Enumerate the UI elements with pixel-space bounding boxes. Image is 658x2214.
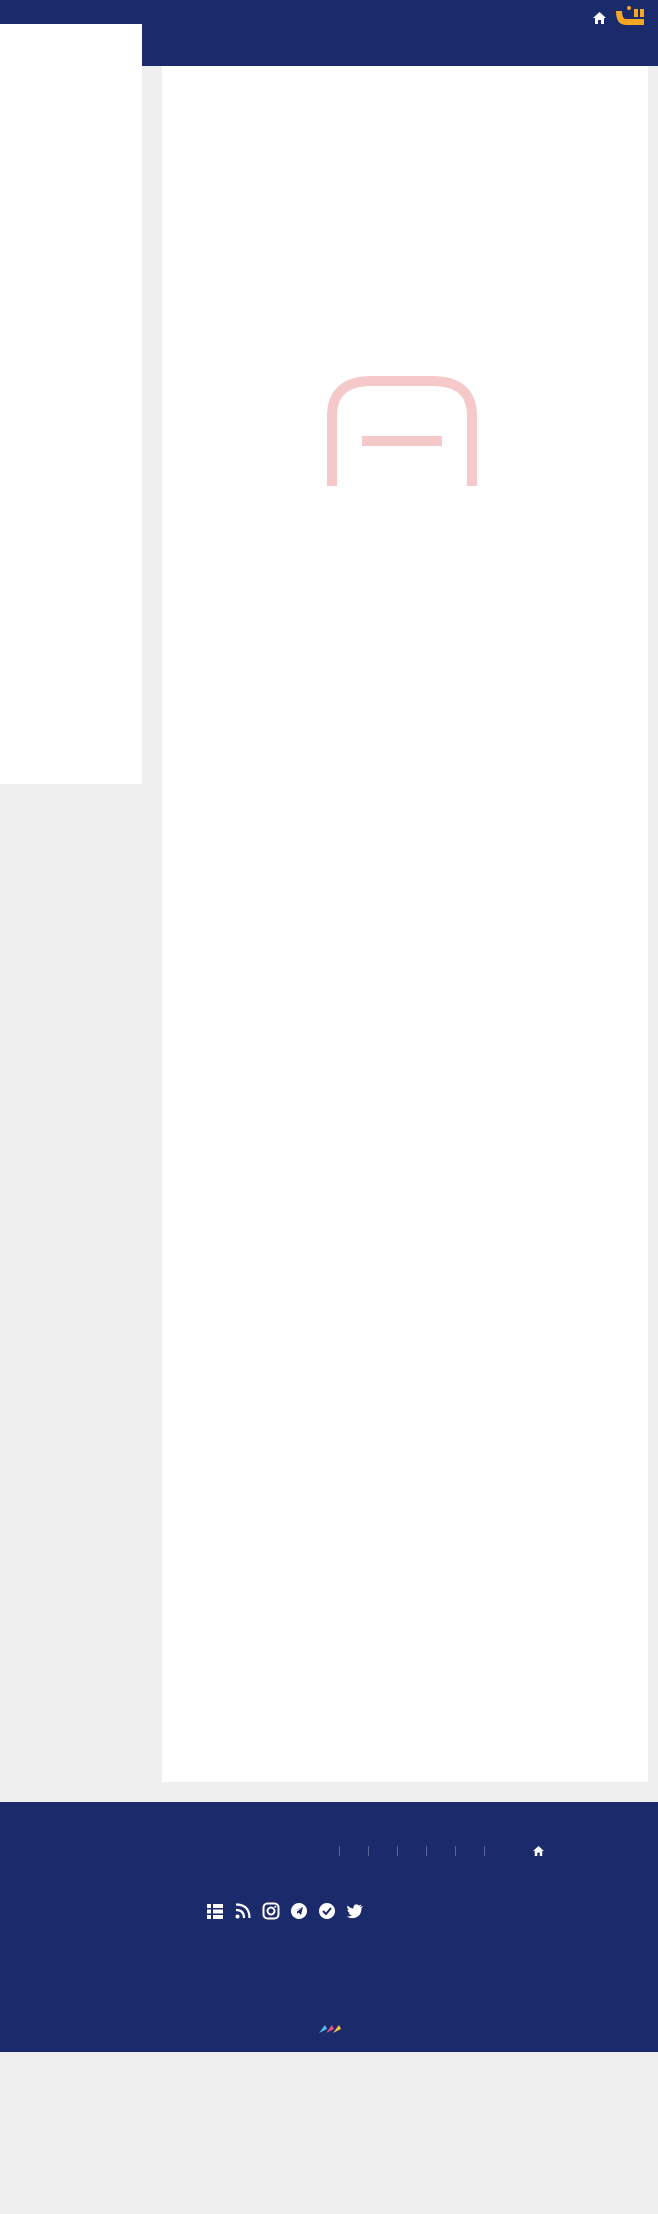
site-footer [0, 1802, 658, 2052]
social-links [206, 1902, 364, 1920]
instagram-icon[interactable] [262, 1902, 280, 1920]
page-bottom-background [0, 2052, 658, 2214]
shana-logo[interactable] [612, 3, 648, 31]
footer-home[interactable] [484, 1846, 558, 1856]
messenger-icon[interactable] [318, 1902, 336, 1920]
rss-icon[interactable] [234, 1902, 252, 1920]
aparat-icon[interactable] [206, 1902, 224, 1920]
telegram-icon[interactable] [290, 1902, 308, 1920]
watermark-logo [312, 366, 648, 506]
footer-contact[interactable] [368, 1846, 397, 1856]
nastooh-logo-icon [317, 2023, 341, 2035]
footer-editorial[interactable] [397, 1846, 426, 1856]
home-icon [533, 1846, 544, 1856]
footer-menu [311, 1846, 558, 1856]
design-credit[interactable] [0, 2022, 658, 2035]
article-content [162, 66, 648, 1782]
nav-home[interactable] [589, 7, 606, 29]
related-news-sidebar [0, 24, 142, 784]
footer-tenders[interactable] [455, 1846, 484, 1856]
footer-about[interactable] [426, 1846, 455, 1856]
home-icon [593, 12, 606, 24]
footer-rss[interactable] [311, 1846, 339, 1856]
twitter-icon[interactable] [346, 1902, 364, 1920]
footer-links[interactable] [339, 1846, 368, 1856]
